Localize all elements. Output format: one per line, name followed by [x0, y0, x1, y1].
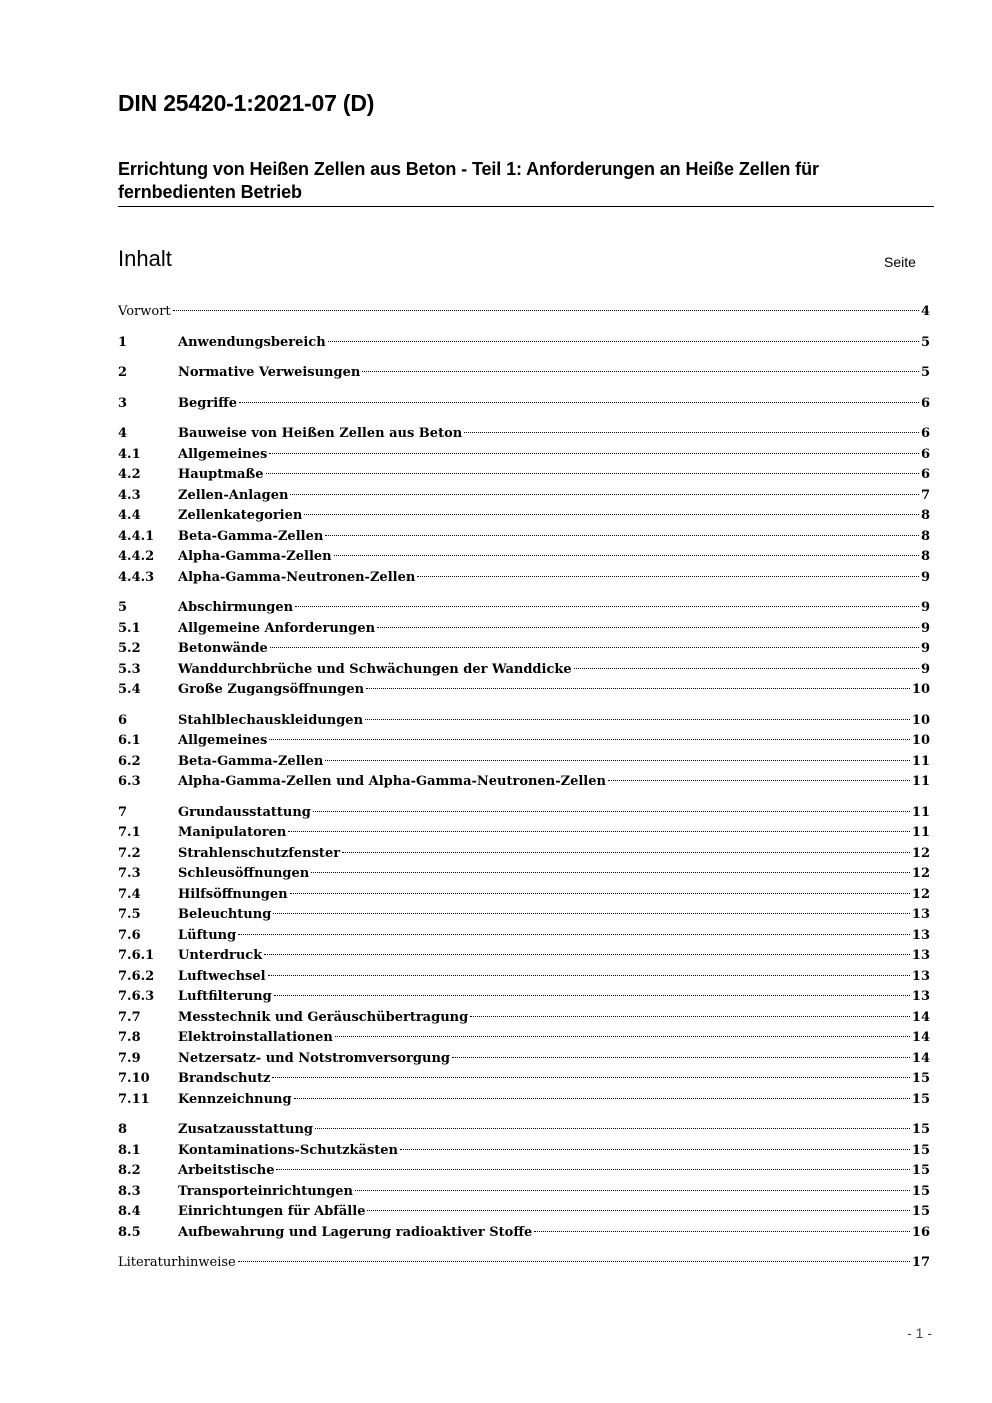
toc-entry[interactable]: [118, 752, 930, 773]
dot-leader: [269, 739, 910, 740]
toc-entry-page: 6: [920, 446, 930, 462]
toc-entry-label: Literaturhinweise: [118, 1255, 236, 1270]
dot-leader: [400, 1149, 910, 1150]
toc-entry-page: 15: [911, 1091, 930, 1107]
toc-entry-page: 8: [920, 528, 930, 544]
toc-entry-number: 4.4.2: [118, 549, 155, 564]
toc-entry[interactable]: [118, 445, 930, 466]
toc-entry-label: Luftwechsel: [178, 968, 266, 984]
toc-entry-number: 7.6.2: [118, 968, 155, 984]
toc-entry-page: 15: [911, 1122, 930, 1137]
page-number: - 1 -: [907, 1325, 932, 1341]
toc-entry[interactable]: [118, 967, 930, 988]
toc-entry-label: Lüftung: [178, 927, 237, 943]
toc-entry-number: 7.5: [118, 907, 141, 922]
toc-entry-label: Alpha-Gamma-Zellen und Alpha-Gamma-Neutronen-Zellen: [178, 774, 606, 789]
toc-entry-page: 9: [920, 600, 930, 615]
toc-entry[interactable]: [118, 1182, 930, 1203]
toc-entry[interactable]: [118, 823, 930, 844]
dot-leader: [335, 1036, 910, 1037]
toc-group: [118, 394, 930, 415]
document-id: DIN 25420-1:2021-07 (D): [118, 90, 375, 116]
toc-heading: Inhalt: [118, 246, 172, 271]
toc-entry[interactable]: [118, 885, 930, 906]
toc-entry-number: 4.4: [118, 508, 141, 523]
toc-entry-label: Beta-Gamma-Zellen: [178, 528, 324, 544]
toc-entry-number: 8: [118, 1122, 128, 1137]
toc-entry-label: Grundausstattung: [178, 804, 311, 820]
toc-entry-page: 10: [911, 682, 930, 697]
dot-leader: [276, 1169, 909, 1170]
toc-entry-number: 7.4: [118, 886, 141, 902]
dot-leader: [295, 606, 919, 607]
toc-entry[interactable]: [118, 864, 930, 885]
toc-entry[interactable]: [118, 1090, 930, 1111]
dot-leader: [366, 688, 910, 689]
toc-entry-page: 11: [911, 825, 930, 840]
toc-entry-label: Brandschutz: [178, 1071, 271, 1086]
toc-entry-page: 6: [920, 395, 930, 411]
toc-entry-label: Wanddurchbrüche und Schwächungen der Wanddicke: [178, 661, 572, 677]
toc-entry-label: Begriffe: [178, 395, 238, 411]
toc-entry-number: 5.2: [118, 641, 141, 656]
toc-entry-page: 6: [920, 467, 930, 482]
toc-entry-page: 12: [911, 886, 930, 902]
toc-entry-number: 7.6.1: [118, 948, 155, 963]
toc-entry-number: 6.1: [118, 733, 141, 748]
toc-entry-number: 3: [118, 395, 128, 411]
toc-entry[interactable]: [118, 1141, 930, 1162]
toc-entry-number: 7.6.3: [118, 989, 155, 1004]
toc-entry[interactable]: [118, 486, 930, 507]
toc-entry-page: 15: [911, 1204, 930, 1219]
dot-leader: [367, 1210, 909, 1211]
dot-leader: [288, 831, 910, 832]
toc-entry-page: 12: [911, 866, 930, 881]
dot-leader: [325, 760, 910, 761]
dot-leader: [362, 371, 919, 372]
toc-entry-number: 7.1: [118, 825, 141, 840]
toc-entry[interactable]: [118, 1049, 930, 1070]
toc-entry-page: 11: [911, 774, 930, 789]
toc-entry-page: 8: [920, 508, 930, 523]
toc-entry-label: Beleuchtung: [178, 907, 272, 922]
toc-entry-label: Betonwände: [178, 641, 268, 656]
toc-entry[interactable]: [118, 660, 930, 681]
toc-entry[interactable]: [118, 619, 930, 640]
dot-leader: [273, 913, 910, 914]
toc-entry-number: 7.3: [118, 866, 141, 881]
toc-entry[interactable]: [118, 1223, 930, 1244]
toc-entry-number: 4.1: [118, 446, 141, 462]
toc-entry-label: Aufbewahrung und Lagerung radioaktiver Stoffe: [178, 1224, 533, 1240]
toc-entry-number: 7: [118, 804, 128, 820]
toc-entry[interactable]: [118, 465, 930, 486]
toc-entry-page: 14: [911, 1030, 930, 1045]
toc-entry-label: Allgemeines: [178, 446, 268, 462]
dot-leader: [470, 1016, 910, 1017]
toc-entry[interactable]: [118, 1069, 930, 1090]
page-column-label: Seite: [884, 254, 916, 270]
toc-entry[interactable]: [118, 639, 930, 660]
dot-leader: [325, 535, 919, 536]
title-divider: [118, 206, 934, 207]
toc-group: [118, 302, 930, 323]
toc-entry-number: 4.2: [118, 467, 141, 482]
toc-entry-page: 13: [911, 989, 930, 1004]
toc-entry[interactable]: [118, 547, 930, 568]
dot-leader: [173, 310, 919, 311]
toc-entry-page: 6: [920, 426, 930, 441]
dot-leader: [534, 1231, 910, 1232]
toc-entry[interactable]: [118, 926, 930, 947]
toc-entry-label: Alpha-Gamma-Neutronen-Zellen: [178, 569, 416, 585]
toc-entry-number: 8.2: [118, 1163, 141, 1178]
toc-group: [118, 803, 930, 1111]
toc-entry-label: Stahlblechauskleidungen: [178, 712, 364, 728]
dot-leader: [313, 811, 910, 812]
dot-leader: [266, 473, 919, 474]
toc-entry-number: 8.1: [118, 1142, 141, 1158]
toc-entry-number: 4.3: [118, 487, 141, 503]
toc-entry[interactable]: [118, 363, 930, 384]
toc-entry[interactable]: [118, 527, 930, 548]
dot-leader: [377, 627, 919, 628]
toc-entry[interactable]: [118, 731, 930, 752]
toc-entry-number: 5.4: [118, 682, 141, 697]
toc-entry-page: 14: [911, 1050, 930, 1066]
toc-entry-number: 7.2: [118, 845, 141, 861]
toc-entry-label: Kontaminations-Schutzkästen: [178, 1142, 398, 1158]
toc-entry[interactable]: [118, 1161, 930, 1182]
toc-entry[interactable]: [118, 905, 930, 926]
dot-leader: [342, 852, 910, 853]
toc-entry-number: 8.3: [118, 1183, 141, 1199]
toc-entry-number: 8.4: [118, 1204, 141, 1219]
toc-entry-number: 4.4.3: [118, 569, 155, 585]
dot-leader: [274, 995, 910, 996]
toc-entry-page: 8: [920, 549, 930, 564]
toc-entry-page: 10: [911, 712, 930, 728]
toc-group: [118, 598, 930, 701]
toc-entry-page: 16: [911, 1224, 930, 1240]
toc-entry-number: 5: [118, 600, 128, 615]
toc-entry-label: Normative Verweisungen: [178, 365, 361, 380]
toc-entry-number: 7.6: [118, 927, 141, 943]
dot-leader: [334, 555, 919, 556]
toc-entry-page: 11: [911, 753, 930, 769]
toc-entry[interactable]: [118, 711, 930, 732]
toc-entry-page: 7: [920, 487, 930, 503]
toc-entry-page: 13: [911, 927, 930, 943]
toc-entry-page: 17: [911, 1255, 930, 1270]
toc-entry-label: Unterdruck: [178, 948, 263, 963]
dot-leader: [290, 893, 910, 894]
toc-entry-number: 8.5: [118, 1224, 141, 1240]
toc-entry-page: 9: [920, 641, 930, 656]
toc-entry[interactable]: [118, 1202, 930, 1223]
toc-entry-label: Große Zugangsöffnungen: [178, 682, 365, 697]
toc-entry-number: 1: [118, 334, 128, 350]
toc-entry-page: 13: [911, 907, 930, 922]
toc-entry-page: 15: [911, 1183, 930, 1199]
toc-group: [118, 363, 930, 384]
dot-leader: [239, 402, 919, 403]
dot-leader: [272, 1077, 910, 1078]
toc-entry[interactable]: [118, 394, 930, 415]
dot-leader: [304, 514, 919, 515]
toc-entry-page: 15: [911, 1142, 930, 1158]
toc-entry-page: 10: [911, 733, 930, 748]
dot-leader: [328, 341, 919, 342]
toc-entry-label: Netzersatz- und Notstromversorgung: [178, 1050, 450, 1066]
dot-leader: [315, 1128, 910, 1129]
toc-entry-label: Anwendungsbereich: [178, 334, 326, 350]
toc-entry-label: Hilfsöffnungen: [178, 886, 288, 902]
dot-leader: [264, 954, 910, 955]
toc-entry-label: Abschirmungen: [178, 600, 294, 615]
toc-entry[interactable]: [118, 1008, 930, 1029]
toc-entry-number: 7.11: [118, 1091, 150, 1107]
toc-entry-number: 5.1: [118, 620, 141, 636]
document-title: Errichtung von Heißen Zellen aus Beton - Teil 1: Anforderungen an Heiße Zellen für fernbedienten Betrieb: [118, 159, 819, 202]
dot-leader: [574, 668, 919, 669]
toc-group: [118, 333, 930, 354]
toc-entry[interactable]: [118, 302, 930, 323]
toc-entry-page: 13: [911, 968, 930, 984]
toc-entry-label: Vorwort: [118, 304, 171, 319]
dot-leader: [417, 576, 919, 577]
toc-entry-label: Kennzeichnung: [178, 1091, 292, 1107]
toc-group: [118, 1253, 930, 1274]
toc-entry-page: 13: [911, 948, 930, 963]
toc-entry-page: 9: [920, 661, 930, 677]
dot-leader: [290, 494, 918, 495]
dot-leader: [238, 1261, 910, 1262]
toc-entry-label: Allgemeines: [178, 733, 268, 748]
toc-entry[interactable]: [118, 844, 930, 865]
toc-entry-label: Strahlenschutzfenster: [178, 845, 341, 861]
toc-entry[interactable]: [118, 598, 930, 619]
toc-entry-label: Alpha-Gamma-Zellen: [178, 549, 332, 564]
dot-leader: [238, 934, 910, 935]
table-of-contents: [118, 302, 930, 1284]
toc-entry-label: Messtechnik und Geräuschübertragung: [178, 1009, 469, 1025]
dot-leader: [268, 975, 910, 976]
toc-entry-number: 6.3: [118, 774, 141, 789]
toc-entry-label: Zusatzausstattung: [178, 1122, 314, 1137]
toc-entry-page: 5: [920, 334, 930, 350]
toc-entry-number: 5.3: [118, 661, 141, 677]
toc-entry-page: 4: [920, 304, 930, 319]
toc-entry-label: Manipulatoren: [178, 825, 287, 840]
dot-leader: [464, 432, 919, 433]
toc-entry-label: Beta-Gamma-Zellen: [178, 753, 324, 769]
toc-entry-page: 5: [920, 365, 930, 380]
dot-leader: [365, 719, 910, 720]
dot-leader: [608, 780, 910, 781]
toc-entry-label: Transporteinrichtungen: [178, 1183, 353, 1199]
dot-leader: [355, 1190, 910, 1191]
toc-entry-number: 7.10: [118, 1071, 150, 1086]
toc-entry-label: Hauptmaße: [178, 467, 264, 482]
toc-entry-label: Elektroinstallationen: [178, 1030, 333, 1045]
dot-leader: [452, 1057, 910, 1058]
toc-entry-label: Allgemeine Anforderungen: [178, 620, 376, 636]
toc-entry-label: Einrichtungen für Abfälle: [178, 1204, 366, 1219]
toc-group: [118, 1120, 930, 1243]
toc-group: [118, 424, 930, 588]
toc-entry-page: 9: [920, 620, 930, 636]
toc-entry-number: 7.8: [118, 1030, 141, 1045]
toc-entry[interactable]: [118, 1253, 930, 1274]
toc-entry[interactable]: [118, 987, 930, 1008]
toc-entry-number: 7.9: [118, 1050, 141, 1066]
toc-entry-label: Zellen-Anlagen: [178, 487, 289, 503]
toc-entry[interactable]: [118, 680, 930, 701]
toc-entry-number: 7.7: [118, 1009, 141, 1025]
toc-entry-label: Zellenkategorien: [178, 508, 303, 523]
toc-entry-label: Luftfilterung: [178, 989, 272, 1004]
toc-entry[interactable]: [118, 424, 930, 445]
toc-entry[interactable]: [118, 1028, 930, 1049]
toc-entry-number: 6: [118, 712, 128, 728]
toc-entry[interactable]: [118, 803, 930, 824]
toc-entry-label: Bauweise von Heißen Zellen aus Beton: [178, 426, 463, 441]
dot-leader: [294, 1098, 910, 1099]
toc-entry-number: 4: [118, 426, 128, 441]
dot-leader: [311, 872, 910, 873]
toc-entry-label: Schleusöffnungen: [178, 866, 310, 881]
toc-entry-number: 6.2: [118, 753, 141, 769]
dot-leader: [270, 647, 919, 648]
toc-entry-page: 15: [911, 1163, 930, 1178]
toc-entry[interactable]: [118, 772, 930, 793]
toc-entry-page: 15: [911, 1071, 930, 1086]
toc-entry-page: 11: [911, 804, 930, 820]
toc-entry[interactable]: [118, 946, 930, 967]
toc-entry-label: Arbeitstische: [178, 1163, 275, 1178]
toc-entry-number: 4.4.1: [118, 528, 155, 544]
toc-entry[interactable]: [118, 506, 930, 527]
toc-entry[interactable]: [118, 1120, 930, 1141]
toc-entry[interactable]: [118, 568, 930, 589]
toc-entry-page: 12: [911, 845, 930, 861]
dot-leader: [269, 453, 919, 454]
toc-group: [118, 711, 930, 793]
toc-entry-page: 14: [911, 1009, 930, 1025]
toc-entry-number: 2: [118, 365, 128, 380]
toc-entry[interactable]: [118, 333, 930, 354]
toc-entry-page: 9: [920, 569, 930, 585]
